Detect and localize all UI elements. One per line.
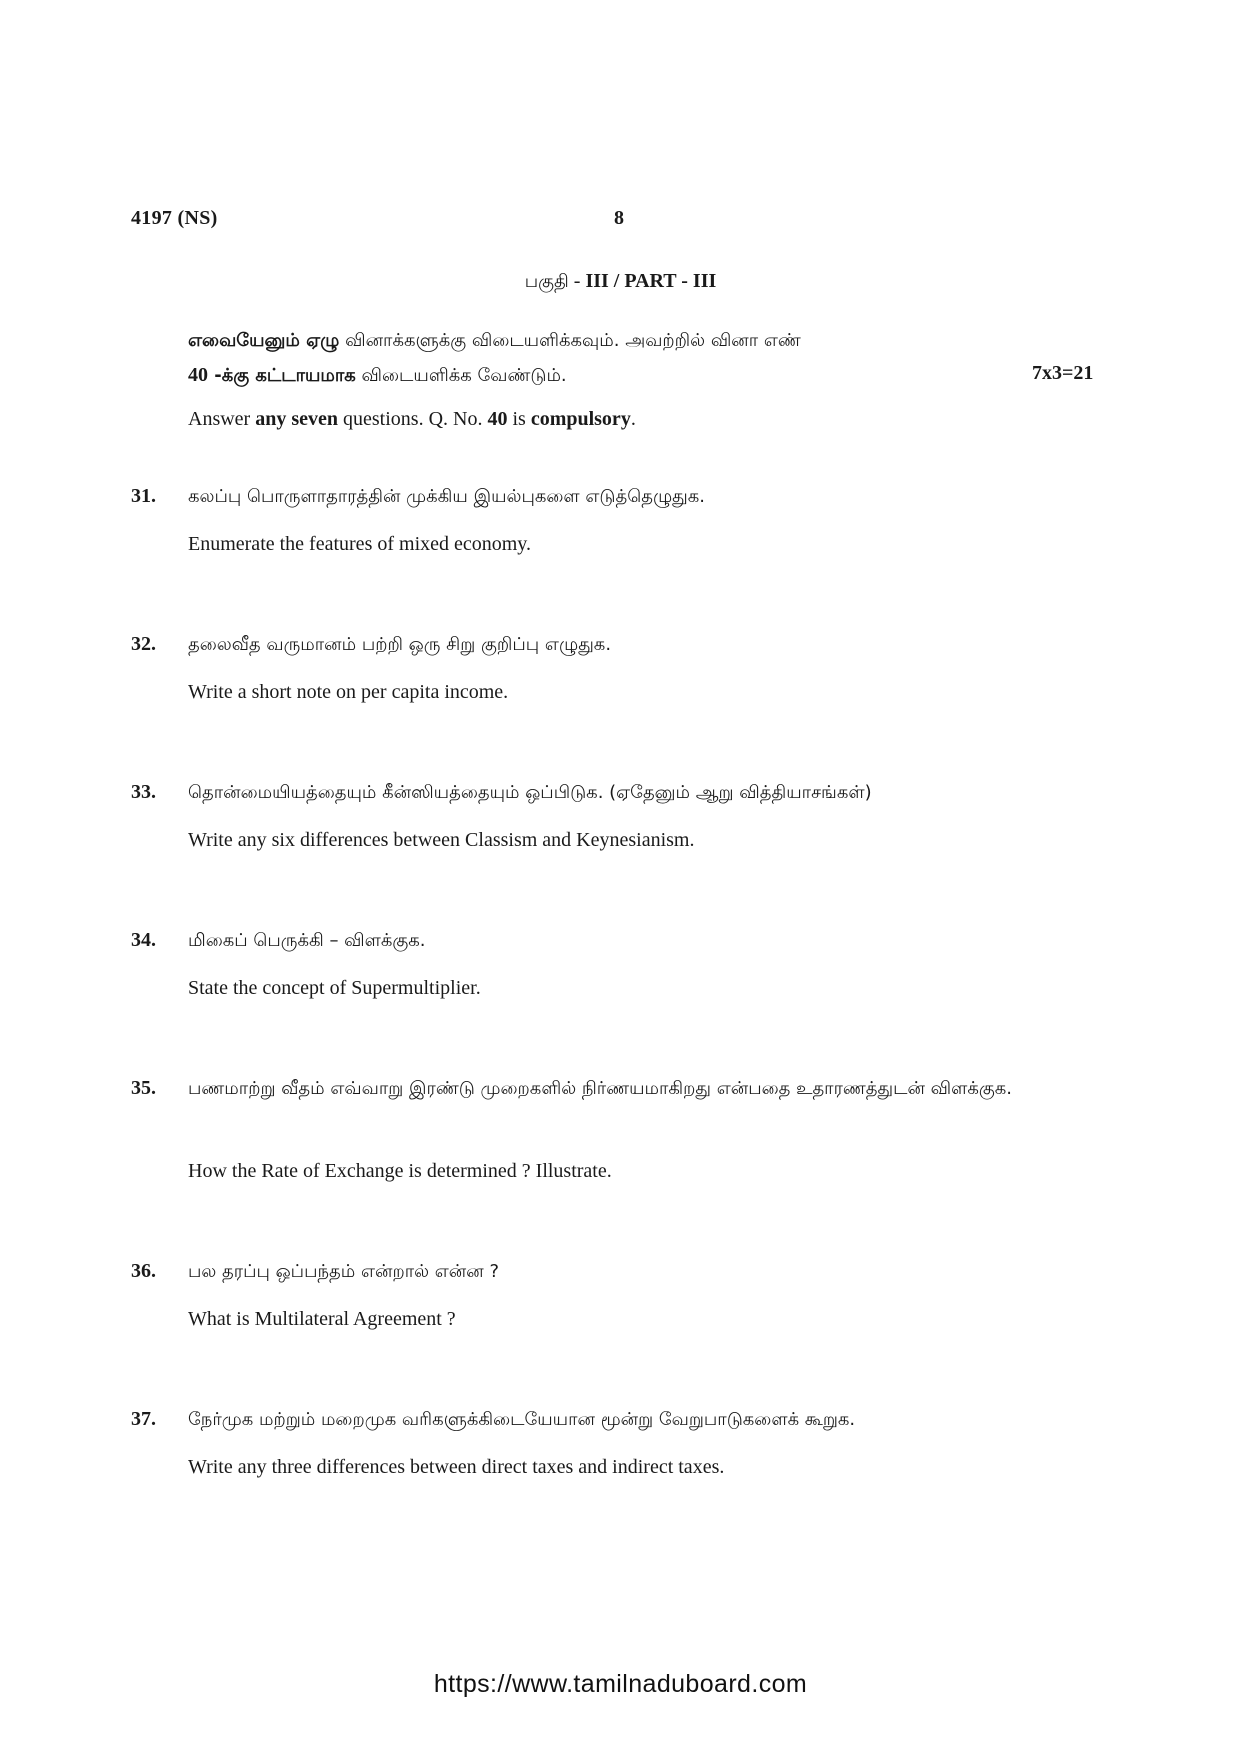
- question-number: 37.: [131, 1408, 156, 1430]
- instr-ta-text-2: விடையளிக்க வேண்டும்.: [355, 365, 567, 386]
- question-english: Write a short note on per capita income.: [188, 681, 509, 703]
- instr-ta-bold-1: எவையேனும் ஏழு: [188, 330, 340, 351]
- instr-en-bold-2: 40: [487, 408, 508, 430]
- question-tamil: தலைவீத வருமானம் பற்றி ஒரு சிறு குறிப்பு எழுதுக.: [188, 634, 612, 655]
- question-english: State the concept of Supermultiplier.: [188, 977, 481, 999]
- question-tamil: தொன்மையியத்தையும் கீன்ஸியத்தையும் ஒப்பிடுக. (ஏதேனும் ஆறு வித்தியாசங்கள்): [188, 782, 872, 803]
- paper-code: 4197 (NS): [131, 207, 218, 229]
- question-tamil: கலப்பு பொருளாதாரத்தின் முக்கிய இயல்புகளை எடுத்தெழுதுக.: [188, 486, 706, 507]
- question-tamil: நேர்முக மற்றும் மறைமுக வரிகளுக்கிடையேயான மூன்று வேறுபாடுகளைக் கூறுக.: [188, 1409, 856, 1430]
- footer-url: https://www.tamilnaduboard.com: [433, 1670, 808, 1698]
- instr-en-text-1: Answer: [188, 408, 256, 430]
- question-number: 31.: [131, 485, 156, 507]
- instr-en-text-3: is: [507, 408, 531, 430]
- instr-en-bold-1: any seven: [255, 408, 339, 430]
- question-english: What is Multilateral Agreement ?: [188, 1308, 456, 1330]
- question-number: 32.: [131, 633, 156, 655]
- question-number: 36.: [131, 1260, 156, 1282]
- question-english: Write any three differences between direct taxes and indirect taxes.: [188, 1456, 725, 1478]
- instr-ta-text-1: வினாக்களுக்கு விடையளிக்கவும். அவற்றில் வினா எண்: [339, 330, 801, 351]
- question-number: 33.: [131, 781, 156, 803]
- question-number: 34.: [131, 929, 156, 951]
- question-number: 35.: [131, 1077, 156, 1099]
- question-tamil: மிகைப் பெருக்கி – விளக்குக.: [188, 930, 426, 951]
- instructions-tamil: [188, 323, 1118, 393]
- part-separator: -: [568, 270, 586, 292]
- part-label-tamil: பகுதி: [524, 271, 569, 292]
- question-english: How the Rate of Exchange is determined ? Illustrate.: [188, 1160, 612, 1182]
- question-english: Enumerate the features of mixed economy.: [188, 533, 532, 555]
- page-number: 8: [614, 207, 624, 229]
- part-label-english: III / PART - III: [585, 270, 717, 292]
- instr-ta-number: 40: [188, 364, 208, 386]
- instr-en-bold-3: compulsory: [530, 408, 631, 430]
- marks-allocation: 7x3=21: [1032, 362, 1094, 384]
- question-tamil: பல தரப்பு ஒப்பந்தம் என்றால் என்ன ?: [188, 1261, 499, 1282]
- part-heading: [0, 270, 1241, 294]
- instructions-english: [188, 408, 636, 431]
- instr-ta-bold-2: -க்கு கட்டாயமாக: [208, 365, 356, 386]
- question-tamil: பணமாற்று வீதம் எவ்வாறு இரண்டு முறைகளில் நிர்ணயமாகிறது என்பதை உதாரணத்துடன் விளக்குக.: [188, 1078, 1012, 1099]
- question-english: Write any six differences between Classism and Keynesianism.: [188, 829, 695, 851]
- instr-en-text-2: questions. Q. No.: [338, 408, 488, 430]
- instr-en-text-4: .: [630, 408, 636, 430]
